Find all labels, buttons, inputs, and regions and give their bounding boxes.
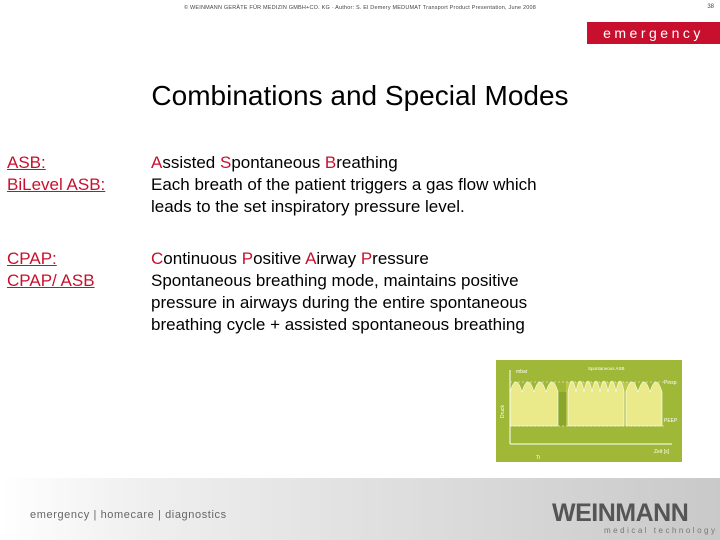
acronym-letter: S [219,153,232,172]
pressure-curve-figure [496,360,682,462]
definition-line: Each breath of the patient triggers a gas flow which [151,175,537,194]
label-ti: Ti [536,455,540,461]
acronym-rest: ontinuous [163,249,242,268]
label-mbar: mbar [516,369,528,375]
label-spontaneous: Spontaneous ASB [588,366,625,371]
definition-line: pressure in airways during the entire spontaneous [151,293,528,312]
weinmann-logo: WEINMANN [552,499,689,527]
breath-waves [510,381,662,426]
term-bilevel-asb: BiLevel ASB: [7,175,106,194]
term-cpap: CPAP: [7,249,57,268]
footer-tagline: emergency | homecare | diagnostics [30,509,227,521]
acronym-expansion-asb [151,152,616,174]
mode-definition-cpap [151,248,616,336]
acronym-letter: A [151,153,163,172]
brand-tag: emergency [587,22,720,44]
label-peep: PEEP [664,418,678,424]
definition-line: breathing cycle + assisted spontaneous breathing [151,315,525,334]
mode-terms-cpap [7,248,95,292]
acronym-letter: P [360,249,373,268]
acronym-rest: ssisted [162,153,220,172]
acronym-letter: B [324,153,337,172]
definition-line: leads to the set inspiratory pressure level. [151,197,465,216]
acronym-expansion-cpap [151,248,616,270]
acronym-rest: ressure [372,249,429,268]
page-title: Combinations and Special Modes [151,80,569,111]
acronym-rest: ositive [253,249,306,268]
footer-bar [0,478,720,540]
label-zeit: Zeit [s] [654,449,670,455]
acronym-rest: pontaneous [231,153,325,172]
acronym-letter: A [305,249,317,268]
mode-definition-asb [151,152,616,218]
label-druck: Druck [500,404,506,418]
term-asb: ASB: [7,153,46,172]
mode-terms-asb [7,152,105,196]
acronym-letter: C [151,249,164,268]
weinmann-logo-subtitle: medical technology [604,526,718,535]
definition-line: Spontaneous breathing mode, maintains positive [151,271,519,290]
page-number: 38 [707,4,714,10]
label-pinsp: Pinsp [664,380,677,386]
term-cpap-asb: CPAP/ ASB [7,271,95,290]
acronym-letter: P [241,249,254,268]
header-note: © WEINMANN GERÄTE FÜR MEDIZIN GMBH+CO. KG · Author: S. El Demery MEDUMAT Transport Product Presentation, June 2008 [183,5,536,11]
acronym-rest: reathing [336,153,398,172]
acronym-rest: irway [316,249,361,268]
